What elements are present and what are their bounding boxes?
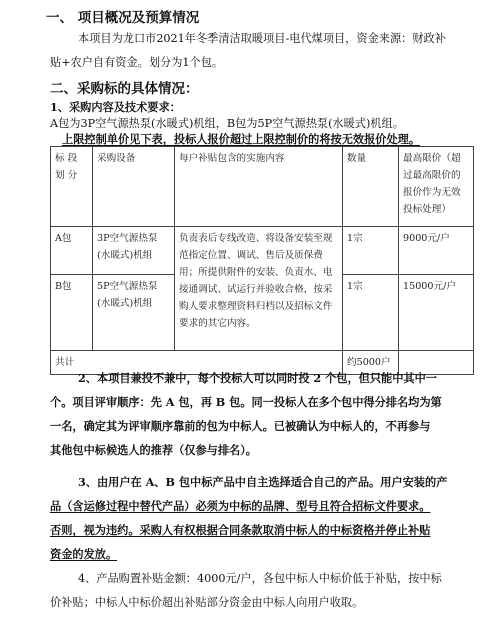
header-quantity: 数量 (343, 147, 399, 227)
cell-total-label: 共计 (51, 351, 343, 375)
header-device: 采购设备 (93, 147, 175, 227)
paragraph2-line1: 2、本项目兼投不兼中，每个投标人可以同时投 2 个包，但只能中其中一 (78, 371, 437, 385)
paragraph2-line3: 一名，确定其为评审顺序靠前的包为中标人。已被确认为中标人的，不再参与 (50, 419, 431, 433)
table-row-a (51, 227, 474, 275)
section1-paragraph-line2: 贴+农户自有资金。划分为1个包。 (50, 56, 224, 69)
cell-total-qty: 约5000户 (343, 351, 399, 375)
header-content: 每户补贴包含的实施内容 (175, 147, 343, 227)
cell-price-b: 15000元/户 (399, 275, 474, 351)
cell-package-b: B包 (51, 275, 93, 351)
paragraph3-line3: 否则，视为违约。采购人有权根据合同条款取消中标人的中标资格并停止补贴 (50, 523, 431, 537)
cell-device-b: 5P空气源热泵(水暖式)机组 (93, 275, 175, 351)
paragraph4-line1: 4、产品购置补贴金额：4000元/户，各包中标人中标价低于补贴，按中标 (78, 572, 442, 585)
paragraph3-line2: 品（含运修过程中替代产品）必须为中标的品牌、型号且符合招标文件要求。 (50, 499, 431, 513)
paragraph2-line2: 个。项目评审顺序：先 A 包，再 B 包。同一投标人在多个包中得分排名均为第 (50, 395, 442, 409)
section1-title: 一、 项目概况及预算情况 (46, 10, 200, 26)
paragraph3-line4: 资金的发放。 (50, 547, 118, 561)
subsection1-title: 1、采购内容及技术要求： (50, 100, 181, 114)
header-package: 标 段 划 分 (51, 147, 93, 227)
cell-qty-a: 1宗 (343, 227, 399, 275)
table-caption: 上限控制单价见下表，投标人报价超过上限控制价的将按无效报价处理。 (62, 132, 421, 146)
section1-paragraph-line1: 本项目为龙口市2021年冬季清洁取暖项目-电代煤项目，资金来源：财政补 (78, 32, 446, 45)
cell-price-a: 9000元/户 (399, 227, 474, 275)
paragraph2-line4: 其他包中标候选人的推荐（仅参与排名）。 (50, 443, 257, 457)
header-max-price: 最高限价（超过最高限价的报价作为无效投标处理） (399, 147, 474, 227)
cell-package-a: A包 (51, 227, 93, 275)
paragraph3-line1: 3、由用户在 A、B 包中标产品中自主选择适合自己的产品。用户安装的产 (78, 475, 448, 489)
section2-title: 二、采购标的具体情况： (50, 81, 199, 97)
price-table (50, 146, 474, 375)
cell-content: 负责表后专线改造、将设备安装至规范指定位置、调试、售后及质保费用；所提供附件的安装、负责水、电接通调试、试运行并验收合格，按采购人要求整理资料归档以及招标文件要求的其它内容。 (175, 227, 343, 351)
cell-qty-b: 1宗 (343, 275, 399, 351)
subsection1-text: A包为3P空气源热泵(水暖式)机组，B包为5P空气源热泵(水暖式)机组。 (50, 117, 404, 130)
paragraph4-line2: 价补贴；中标人中标价超出补贴部分资金由中标人向用户收取。 (50, 596, 364, 609)
cell-device-a: 3P空气源热泵(水暖式)机组 (93, 227, 175, 275)
table-header-row (51, 147, 474, 227)
